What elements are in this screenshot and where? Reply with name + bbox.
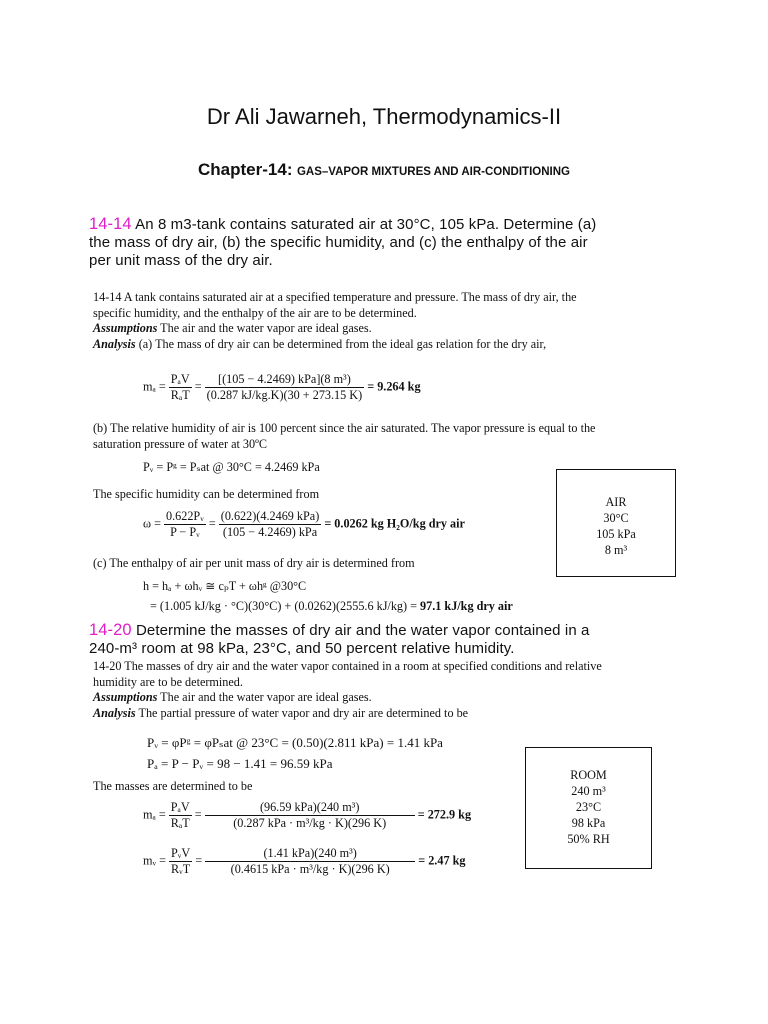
eq-result: = 2.47 kg	[418, 853, 466, 868]
tank-diagram-box	[556, 469, 676, 577]
eq-denominator: RₐT	[170, 388, 190, 402]
eq-lhs: mₐ =	[143, 379, 166, 394]
analysis-label: Analysis	[93, 705, 136, 720]
part-c-text: (c) The enthalpy of air per unit mass of dry air is determined from	[93, 556, 415, 570]
eq-result: = 0.0262 kg H₂O/kg dry air	[324, 516, 465, 531]
assumptions-label: Assumptions	[93, 690, 158, 705]
eq-fraction	[205, 846, 415, 877]
box-label: 240 m³	[571, 784, 606, 798]
statement-line: Determine the masses of dry air and the water vapor contained in a	[131, 622, 590, 639]
chapter-heading	[0, 160, 768, 180]
equation-mass-dry-air: mₐ = $\frac{\text{PₐV}}{\text{RₐT}}$ = $\frac{\text{[(105 − 4.2469) kPa](8 m³)}}{(0.287 kJ/kg.K)(30 + 273.15 K)}$ = 9.264 kg	[143, 372, 421, 402]
solution-14-14-intro	[93, 290, 675, 352]
statement-line: 240-m³ room at 98 kPa, 23°C, and 50 percent relative humidity.	[89, 640, 515, 657]
equation-mass-vapor: mᵥ = $\frac{\text{PᵥV}}{\text{RᵥT}}$ = $\frac{\text{(1.41 kPa)(240 m³)}}{\text{(0.4615 kPa · m³/kg · K)(296 K)}}$ = 2.47 kg	[143, 846, 466, 876]
eq-numerator: (0.622)(4.2469 kPa)	[220, 509, 320, 523]
equation-enthalpy-line1: h = hₐ + ωhᵥ ≅ cₚT + ωhᵍ @30°C	[143, 579, 307, 593]
analysis-label: Analysis	[93, 336, 136, 351]
eq-denominator: (0.287 kPa · m³/kg · K)(296 K)	[233, 816, 387, 830]
problem-number: 14-20	[89, 621, 132, 639]
box-label: 98 kPa	[571, 816, 606, 830]
analysis-line	[93, 706, 675, 722]
box-label: 8 m³	[604, 543, 628, 557]
assumptions-text: The air and the water vapor are ideal gases.	[157, 690, 372, 705]
statement-line: per unit mass of the dry air.	[89, 252, 273, 269]
box-label: 105 kPa	[596, 527, 636, 541]
equation-vapor-pressure: Pᵥ = Pᵍ = Pₛat @ 30°C = 4.2469 kPa	[143, 460, 320, 474]
eq-numerator: (96.59 kPa)(240 m³)	[205, 800, 415, 816]
problem-number: 14-14	[89, 215, 132, 233]
solution-line: specific humidity, and the enthalpy of the air are to be determined.	[93, 305, 417, 320]
equation-air-pressure: Pₐ = P − Pᵥ = 98 − 1.41 = 96.59 kPa	[147, 756, 333, 771]
eq-denominator: (0.287 kJ/kg.K)(30 + 273.15 K)	[206, 388, 363, 402]
chapter-subtitle: GAS–VAPOR MIXTURES AND AIR-CONDITIONING	[296, 166, 570, 178]
eq-denominator: P − Pᵥ	[170, 525, 200, 539]
solution-line: 14-14 A tank contains saturated air at a specified temperature and pressure. The mass of dry air, the	[93, 290, 577, 304]
eq-fraction	[219, 509, 322, 540]
box-label: 50% RH	[567, 832, 610, 846]
problem-14-14-statement	[89, 215, 689, 270]
eq-text: = (1.005 kJ/kg · °C)(30°C) + (0.0262)(2555.6 kJ/kg) =	[150, 599, 421, 613]
eq-lhs: mₐ =	[143, 807, 166, 822]
box-label: ROOM	[570, 768, 607, 782]
eq-denominator: RᵥT	[171, 862, 191, 876]
eq-denominator: (105 − 4.2469) kPa	[222, 525, 318, 539]
equation-mass-dry-air: mₐ = $\frac{\text{PₐV}}{\text{RₐT}}$ = $\frac{\text{(96.59 kPa)(240 m³)}}{\text{(0.287 kPa · m³/kg · K)(296 K)}}$ = 272.9 kg	[143, 800, 472, 830]
eq-numerator: 0.622Pᵥ	[166, 509, 204, 523]
box-label: AIR	[605, 495, 627, 509]
room-diagram-box	[525, 747, 652, 869]
analysis-text: (a) The mass of dry air can be determined from the ideal gas relation for the dry air,	[135, 336, 547, 351]
page-title: Dr Ali Jawarneh, Thermodynamics-II	[206, 104, 562, 129]
analysis-line	[93, 337, 675, 353]
assumptions-line	[93, 321, 675, 337]
solution-line: 14-20 The masses of dry air and the water vapor contained in a room at specified conditions and relative	[93, 659, 602, 673]
solution-line: (b) The relative humidity of air is 100 percent since the air saturated. The vapor pressure is equal to the	[93, 421, 596, 435]
eq-result: = 272.9 kg	[417, 807, 472, 822]
problem-14-20-statement	[89, 621, 689, 658]
box-label: 30°C	[603, 511, 629, 525]
eq-numerator: [(105 − 4.2469) kPa](8 m³)	[205, 372, 364, 388]
eq-numerator: PₐV	[170, 800, 190, 814]
eq-fraction	[205, 372, 364, 403]
specific-humidity-text: The specific humidity can be determined from	[93, 487, 320, 501]
eq-denominator: RₐT	[170, 816, 190, 830]
eq-numerator: PᵥV	[171, 846, 191, 860]
analysis-text: The partial pressure of water vapor and dry air are determined to be	[135, 705, 469, 720]
equation-specific-humidity: ω = $\frac{\text{0.622Pᵥ}}{\text{P − Pᵥ}}$ = $\frac{\text{(0.622)(4.2469 kPa)}}{\text{(105 − 4.2469) kPa}}$ = 0.0262 kg H₂O/kg dry air	[143, 509, 465, 539]
assumptions-line	[93, 690, 675, 706]
solution-line: saturation pressure of water at 30ºC	[93, 436, 268, 451]
eq-result: 97.1 kJ/kg dry air	[420, 599, 513, 613]
chapter-label: Chapter-14:	[198, 160, 293, 179]
eq-fraction	[169, 846, 192, 877]
eq-fraction	[169, 372, 192, 403]
statement-line: the mass of dry air, (b) the specific humidity, and (c) the enthalpy of the air	[89, 234, 588, 251]
eq-fraction	[169, 800, 192, 831]
part-b-text	[93, 421, 675, 452]
eq-fraction	[164, 509, 206, 540]
eq-result: = 9.264 kg	[367, 379, 421, 394]
box-label: 23°C	[575, 800, 602, 814]
eq-fraction	[205, 800, 415, 831]
masses-text: The masses are determined to be	[93, 779, 253, 793]
solution-14-20-intro	[93, 659, 675, 721]
equation-enthalpy-line2	[150, 599, 513, 614]
equation-vapor-pressure: Pᵥ = φPᵍ = φPₛat @ 23°C = (0.50)(2.811 kPa) = 1.41 kPa	[147, 735, 443, 750]
eq-denominator: (0.4615 kPa · m³/kg · K)(296 K)	[230, 862, 390, 876]
eq-numerator: PₐV	[170, 372, 190, 386]
eq-lhs: ω =	[143, 516, 161, 531]
eq-numerator: (1.41 kPa)(240 m³)	[205, 846, 415, 862]
statement-line: An 8 m3-tank contains saturated air at 30°C, 105 kPa. Determine (a)	[131, 216, 597, 233]
assumptions-label: Assumptions	[93, 321, 158, 336]
assumptions-text: The air and the water vapor are ideal gases.	[157, 321, 372, 336]
solution-line: humidity are to be determined.	[93, 674, 243, 689]
eq-lhs: mᵥ =	[143, 853, 166, 868]
